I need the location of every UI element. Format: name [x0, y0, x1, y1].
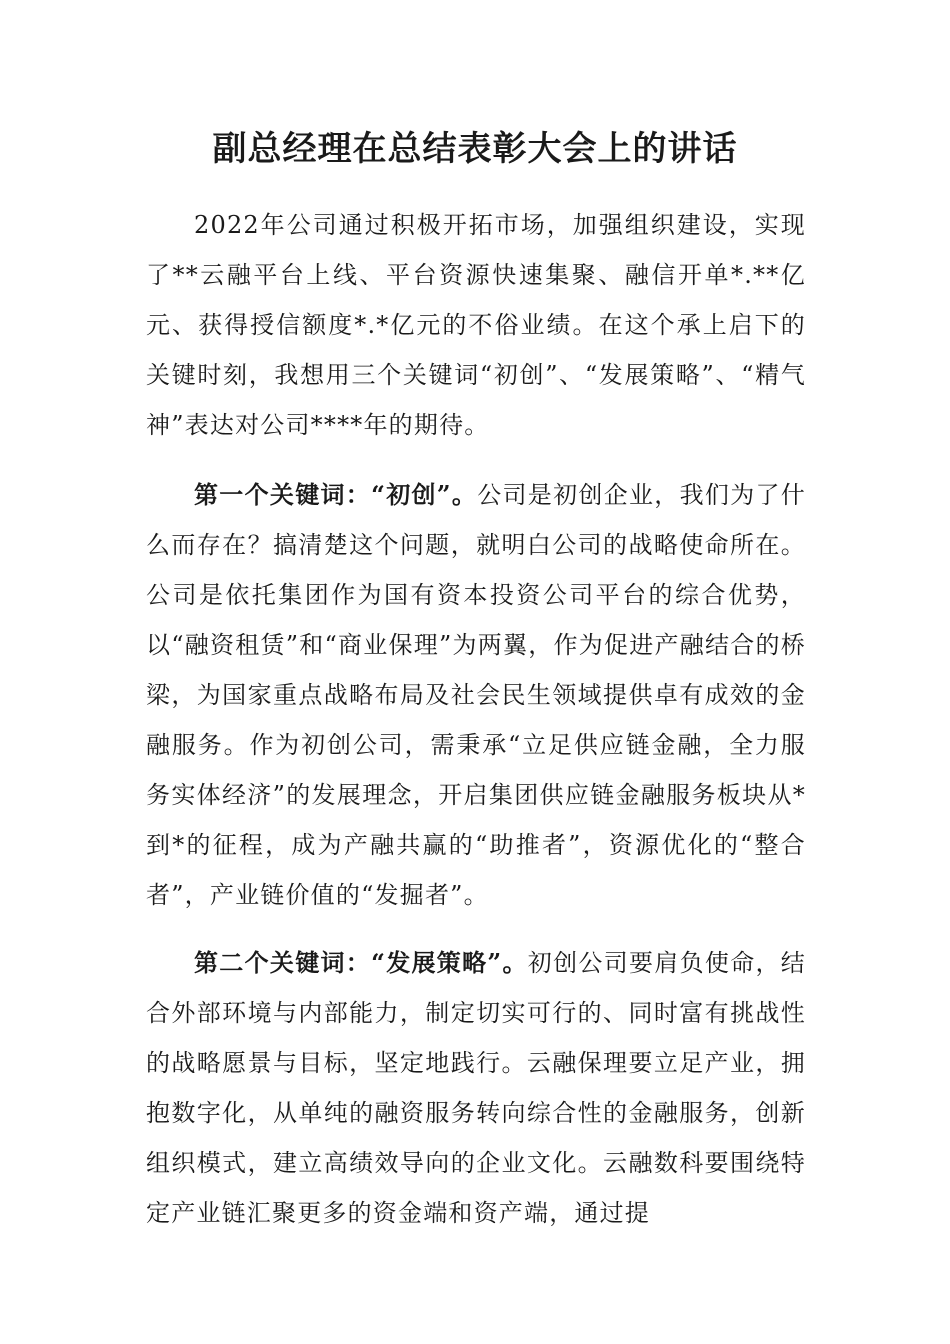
- document-body: [146, 200, 806, 1256]
- paragraph-keyword-2: [146, 938, 806, 1238]
- paragraph-intro: [146, 200, 806, 450]
- paragraph-intro-text: 2022年公司通过积极开拓市场，加强组织建设，实现了**云融平台上线、平台资源快速集聚、融信开单*.**亿元、获得授信额度*.*亿元的不俗业绩。在这个承上启下的关键时刻，我想用三个关键词“初创”、“发展策略”、“精气神”表达对公司****年的期待。: [146, 211, 806, 439]
- paragraph-keyword-1: [146, 470, 806, 920]
- keyword-1-heading: 第一个关键词：“初创”。: [194, 480, 478, 509]
- paragraph-keyword-1-text: 公司是初创企业，我们为了什么而存在？搞清楚这个问题，就明白公司的战略使命所在。公司是依托集团作为国有资本投资公司平台的综合优势，以“融资租赁”和“商业保理”为两翼，作为促进产融结合的桥梁，为国家重点战略布局及社会民生领域提供卓有成效的金融服务。作为初创公司，需秉承“立足供应链金融，全力服务实体经济”的发展理念，开启集团供应链金融服务板块从*到*的征程，成为产融共赢的“助推者”，资源优化的“整合者”，产业链价值的“发掘者”。: [146, 481, 806, 909]
- keyword-2-heading: 第二个关键词：“发展策略”。: [194, 948, 528, 977]
- paragraph-keyword-2-text: 初创公司要肩负使命，结合外部环境与内部能力，制定切实可行的、同时富有挑战性的战略愿景与目标，坚定地践行。云融保理要立足产业，拥抱数字化，从单纯的融资服务转向综合性的金融服务，创新组织模式，建立高绩效导向的企业文化。云融数科要围绕特定产业链汇聚更多的资金端和资产端，通过提: [146, 949, 806, 1227]
- document-title: 副总经理在总结表彰大会上的讲话: [212, 129, 738, 169]
